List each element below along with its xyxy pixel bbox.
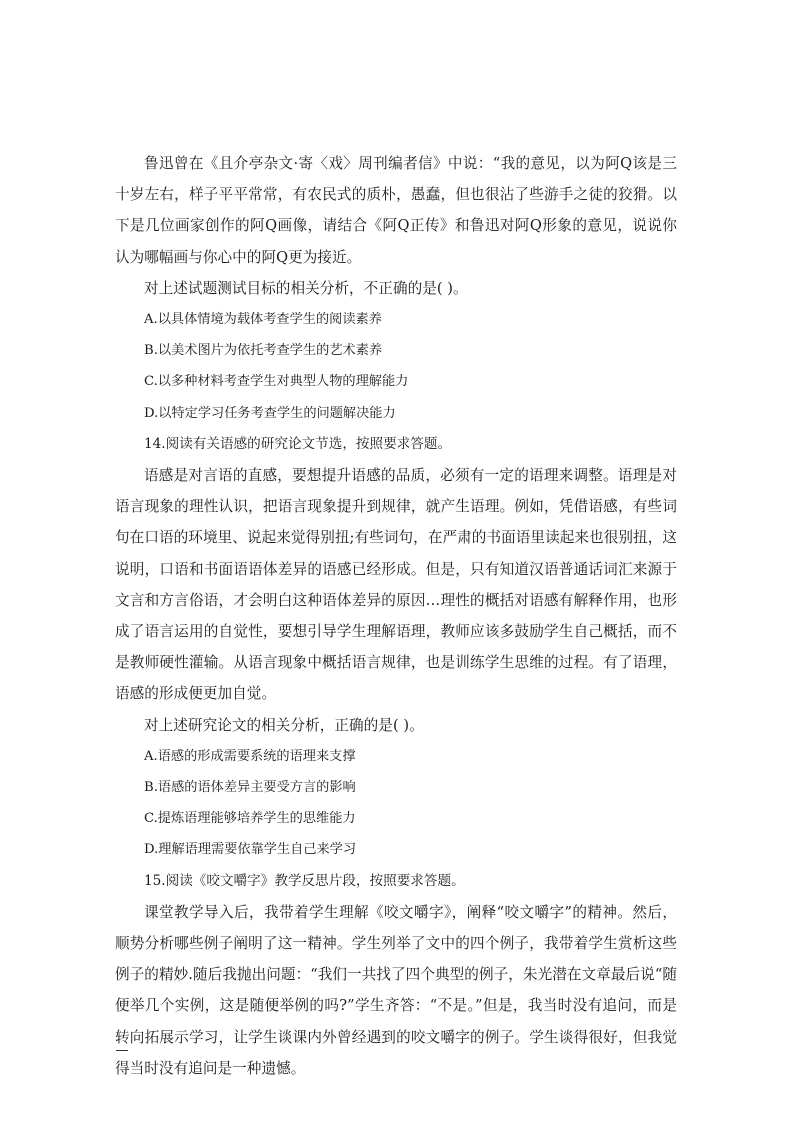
q14-passage: 语感是对言语的直感，要想提升语感的品质，必须有一定的语理来调整。语理是对语言现象的理性认识，把语言现象提升到规律，就产生语理。例如，凭借语感，有些词句在口语的环境里、说起来觉得别扭;有些词句，在严肃的书面语里读起来也很别扭，这说明，口语和书面语语体差异的语感已经形成。但是，只有知道汉语普通话词汇来源于文言和方言俗语，才会明白这种语体差异的原因…理性的概括对语感有解释作用，也形成了语言运用的自觉性，要想引导学生理解语理，教师应该多鼓励学生自己概括，而不是教师硬性灌输。从语言现象中概括语言规律，也是训练学生思维的过程。有了语理，语感的形成便更加自觉。 [115,467,677,703]
q14-stem: 对上述研究论文的相关分析，正确的是( )。 [144,716,424,734]
q13-option-a: A.以具体情境为载体考查学生的阅读素养 [144,312,382,328]
q14-option-a: A.语感的形成需要系统的语理来支撑 [144,748,356,764]
q15-passage: 课堂教学导入后，我带着学生理解《咬文嚼字》，阐释“咬文嚼字”的精神。然后，顺势分析哪些例子阐明了这一精神。学生列举了文中的四个例子，我带着学生赏析这些例子的精妙.随后我抛出问题：“我们一共找了四个典型的例子，朱光潜在文章最后说“随便举几个实例，这是随便举例的吗?”学生齐答：“不是。”但是，我当时没有追问，而是转向拓展示学习，让学生谈课内外曾经遇到的咬文嚼字的例子。学生谈得很好，但我觉得当时没有追问是一种遗憾。 [115,903,677,1077]
q13-option-c: C.以多种材料考查学生对典型人物的理解能力 [144,374,409,390]
q14-option-c: C.提炼语理能够培养学生的思维能力 [144,811,356,827]
footer-divider [116,1050,128,1051]
q14-title: 14.阅读有关语感的研究论文节选，按照要求答题。 [144,435,452,452]
q14-option-d: D.理解语理需要依靠学生自己来学习 [144,842,357,858]
document-page [115,148,677,1084]
q15-title: 15.阅读《咬文嚼字》教学反思片段，按照要求答题。 [144,872,465,889]
q13-stem: 对上述试题测试目标的相关分析，不正确的是( )。 [144,279,468,297]
q13-option-d: D.以特定学习任务考查学生的问题解决能力 [144,405,396,421]
q13-passage: 鲁迅曾在《且介亭杂文·寄〈戏〉周刊编者信》中说：“我的意见，以为阿Q该是三十岁左右，样子平平常常，有农民式的质朴，愚蠢，但也很沾了些游手之徒的狡猾。以下是几位画家创作的阿Q画像，请结合《阿Q正传》和鲁迅对阿Q形象的意见，说说你认为哪幅画与你心中的阿Q更为接近。 [115,155,677,266]
q13-option-b: B.以美术图片为依托考查学生的艺术素养 [144,343,383,359]
q14-option-b: B.语感的语体差异主要受方言的影响 [144,780,356,796]
